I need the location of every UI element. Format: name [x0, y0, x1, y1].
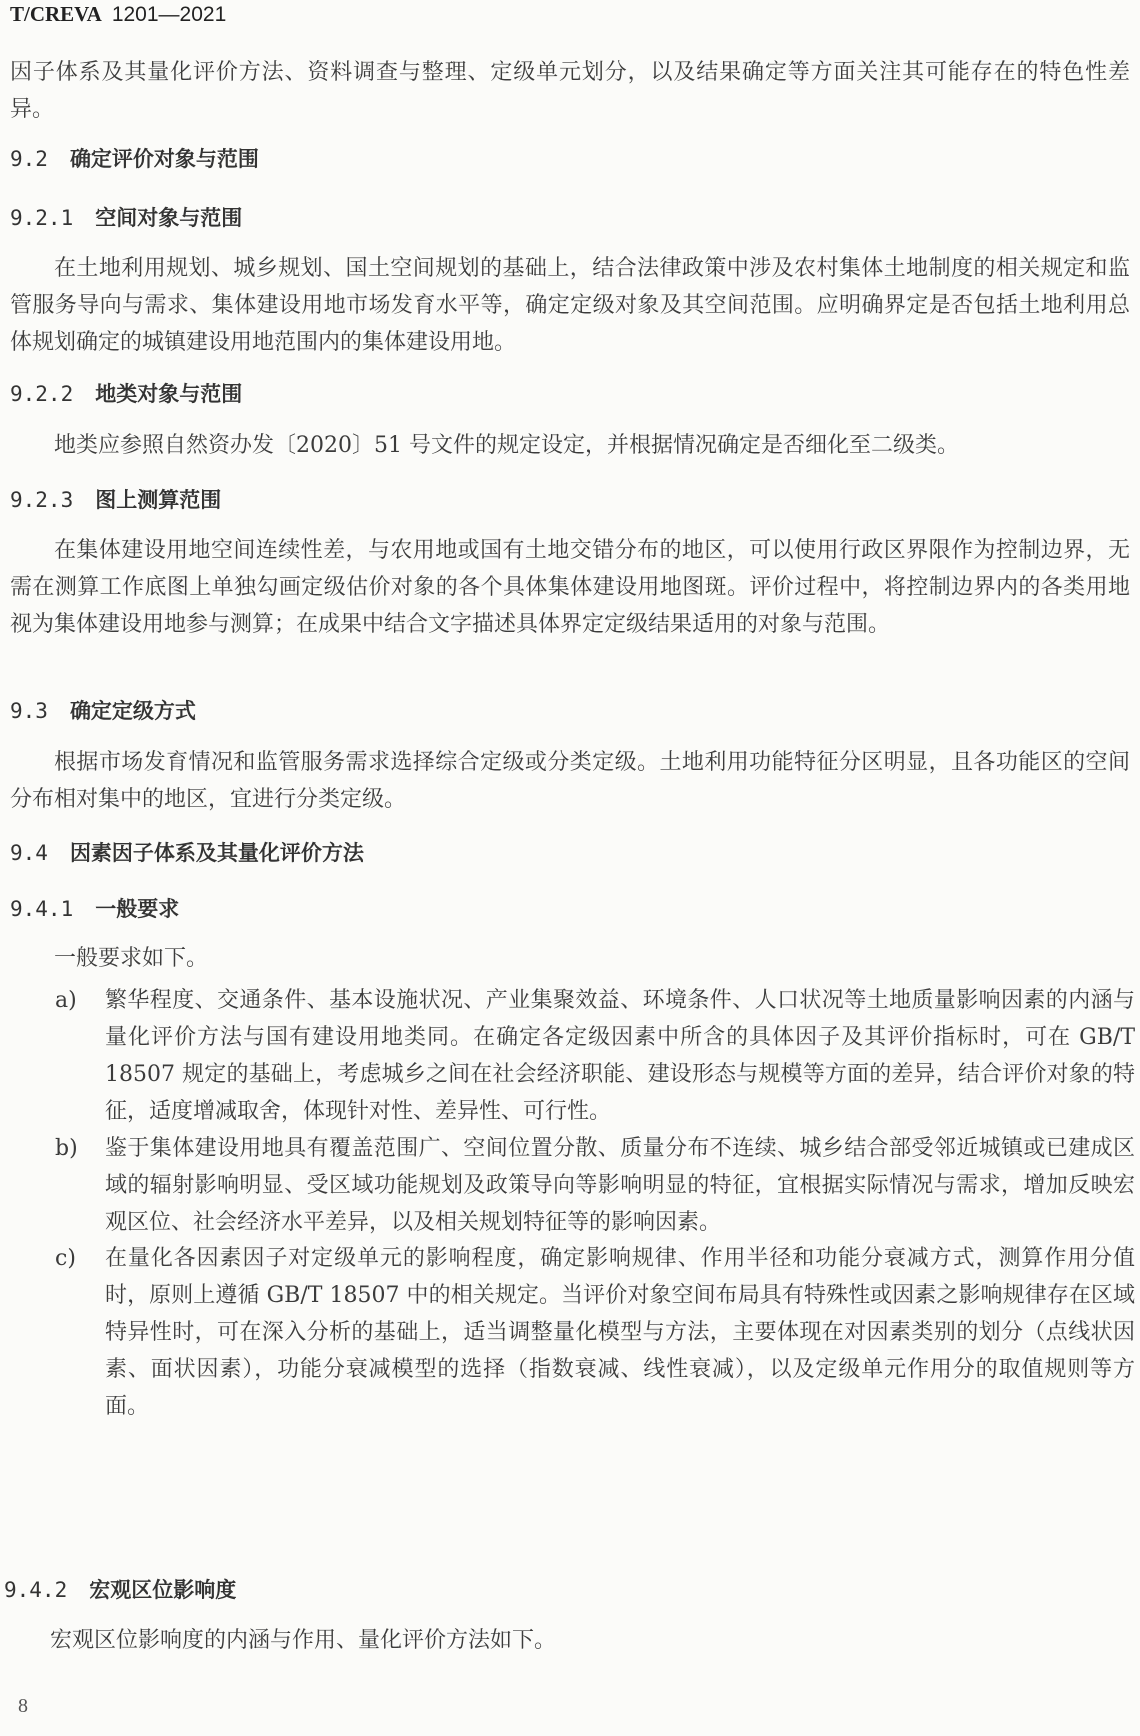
page-number: 8	[18, 1695, 28, 1717]
list-item-c	[55, 1240, 1135, 1425]
heading-9-2-1: 9.2.1 空间对象与范围	[10, 206, 243, 230]
list-text: 在量化各因素因子对定级单元的影响程度，确定影响规律、作用半径和功能分衰减方式，测算作用分值时，原则上遵循 GB/T 18507 中的相关规定。当评价对象空间布局具有特殊性或因素之影响规律存在区域特异性时，可在深入分析的基础上，适当调整量化模型与方法，主要体现在对因素类别的划分（点线状因素、面状因素），功能分衰减模型的选择（指数衰减、线性衰减），以及定级单元作用分的取值规则等方面。	[105, 1246, 1135, 1419]
list-item-a	[55, 982, 1135, 1130]
standard-number: 1201—2021	[111, 3, 227, 26]
list-text: 繁华程度、交通条件、基本设施状况、产业集聚效益、环境条件、人口状况等土地质量影响因素的内涵与量化评价方法与国有建设用地类同。在确定各定级因素中所含的具体因子及其评价指标时，可在 GB/T 18507 规定的基础上，考虑城乡之间在社会经济职能、建设形态与规模等方面的差异，结合评价对象的特征，适度增减取舍，体现针对性、差异性、可行性。	[105, 988, 1135, 1124]
paragraph-9-2-3: 在集体建设用地空间连续性差，与农用地或国有土地交错分布的地区，可以使用行政区界限作为控制边界，无需在测算工作底图上单独勾画定级估价对象的各个具体集体建设用地图斑。评价过程中，将控制边界内的各类用地视为集体建设用地参与测算；在成果中结合文字描述具体界定定级结果适用的对象与范围。	[10, 538, 1130, 637]
heading-9-4-2: 9.4.2 宏观区位影响度	[4, 1578, 237, 1602]
paragraph-intro-continued: 因子体系及其量化评价方法、资料调查与整理、定级单元划分，以及结果确定等方面关注其可能存在的特色性差异。	[10, 60, 1130, 122]
heading-9-4-1: 9.4.1 一般要求	[10, 897, 180, 921]
list-text: 鉴于集体建设用地具有覆盖范围广、空间位置分散、质量分布不连续、城乡结合部受邻近城镇或已建成区域的辐射影响明显、受区域功能规划及政策导向等影响明显的特征，宜根据实际情况与需求，增加反映宏观区位、社会经济水平差异，以及相关规划特征等的影响因素。	[105, 1136, 1135, 1235]
list-marker: a)	[55, 988, 77, 1013]
heading-9-2: 9.2 确定评价对象与范围	[10, 147, 259, 171]
list-marker: b)	[55, 1136, 78, 1161]
paragraph-9-4-2: 宏观区位影响度的内涵与作用、量化评价方法如下。	[50, 1628, 557, 1653]
paragraph-9-2-1: 在土地利用规划、城乡规划、国土空间规划的基础上，结合法律政策中涉及农村集体土地制度的相关规定和监管服务导向与需求、集体建设用地市场发育水平等，确定定级对象及其空间范围。应明确界定是否包括土地利用总体规划确定的城镇建设用地范围内的集体建设用地。	[10, 256, 1130, 355]
heading-9-2-3: 9.2.3 图上测算范围	[10, 488, 222, 512]
paragraph-9-2-2: 地类应参照自然资办发〔2020〕51 号文件的规定设定，并根据情况确定是否细化至二级类。	[54, 433, 959, 458]
heading-9-2-2: 9.2.2 地类对象与范围	[10, 382, 243, 406]
paragraph-9-4-1: 一般要求如下。	[54, 946, 209, 971]
list-item-b	[55, 1130, 1135, 1241]
standard-org: T/CREVA	[10, 2, 102, 26]
document-header	[10, 2, 226, 27]
heading-9-3: 9.3 确定定级方式	[10, 699, 196, 723]
list-marker: c)	[55, 1246, 76, 1271]
heading-9-4: 9.4 因素因子体系及其量化评价方法	[10, 841, 364, 865]
paragraph-9-3: 根据市场发育情况和监管服务需求选择综合定级或分类定级。土地利用功能特征分区明显，且各功能区的空间分布相对集中的地区，宜进行分类定级。	[10, 750, 1130, 812]
